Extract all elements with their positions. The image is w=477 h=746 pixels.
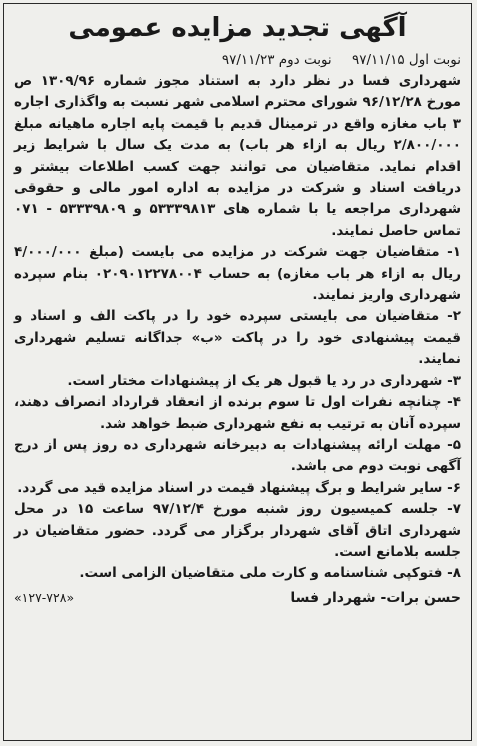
condition-item-3: ۳- شهرداری در رد یا قبول هر یک از پیشنهادات مختار است. [67,372,461,389]
publication-dates [14,50,461,71]
notice-title: آگهی تجدید مزایده عمومی [68,13,407,43]
notice-frame [3,3,472,741]
condition-item-1: ۱- متقاضیان جهت شرکت در مزایده می بایست (مبلغ ۴/۰۰۰/۰۰۰ ریال به ازاء هر باب مغازه) به حساب ۰۲۰۹۰۱۲۲۷۸۰۰۴ بنام سپرده شهرداری واریز نمایند. [14,244,462,304]
condition-item-7: ۷- جلسه کمیسیون روز شنبه مورخ ۹۷/۱۲/۴ ساعت ۱۵ در محل شهرداری اتاق آقای شهردار برگزار می گردد. حضور متقاضیان در جلسه بلامانع است. [14,501,461,560]
ad-code: «۱۲۷-۷۲۸» [14,589,75,605]
intro-paragraph: شهرداری فسا در نظر دارد به استناد مجوز شماره ۱۳۰۹/۹۶ ص مورخ ۹۶/۱۲/۲۸ شورای محترم اسلامی شهر نسبت به واگذاری اجاره ۳ باب مغازه واقع در ترمینال قدیم با قیمت پایه اجاره ماهیانه مبلغ ۲/۸۰۰/۰۰۰ ریال به ازاء هر باب) به مدت یک سال با شرایط زیر اقدام نماید. متقاضیان می توانند جهت کسب اطلاعات بیشتر و دریافت اسناد و شرکت در مزایده به اداره امور مالی و حقوقی شهرداری مراجعه یا با شماره های ۵۳۳۳۹۸۱۳ و ۵۳۳۳۹۸۰۹ - ۰۷۱ تماس حاصل نمایند. [14,73,461,239]
signature-line [14,587,461,609]
condition-item-8: ۸- فتوکپی شناسنامه و کارت ملی متقاضیان الزامی است. [79,565,461,582]
condition-item-4: ۴- چنانچه نفرات اول تا سوم برنده از انعقاد قرارداد انصراف دهند، سپرده آنان به ترتیب به نفع شهرداری ضبط خواهد شد. [14,394,461,432]
second-publication-date: نوبت دوم ۹۷/۱۱/۲۳ [221,52,332,68]
notice-content [14,8,461,736]
signature: حسن برات- شهردار فسا [290,589,461,606]
condition-item-6: ۶- سایر شرایط و برگ پیشنهاد قیمت در اسناد مزایده قید می گردد. [17,479,461,496]
condition-item-5: ۵- مهلت ارائه پیشنهادات به دبیرخانه شهرداری ده روز پس از درج آگهی نوبت دوم می باشد. [14,436,461,475]
condition-item-2: ۲- متقاضیان می بایستی سپرده خود را در پاکت الف و اسناد و قیمت پیشنهادی خود را در پاکت «ب» جداگانه تسلیم شهرداری نمایند. [14,308,461,368]
first-publication-date: نوبت اول ۹۷/۱۱/۱۵ [351,52,461,68]
